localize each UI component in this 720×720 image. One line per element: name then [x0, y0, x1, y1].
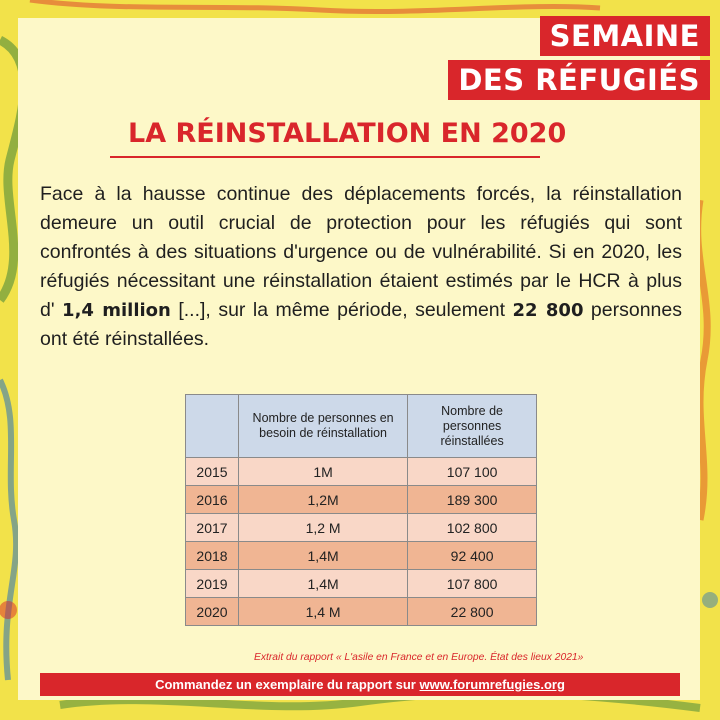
footer-banner — [40, 673, 680, 696]
intro-highlight-resettled: 22 800 — [512, 300, 584, 321]
cell-resettled: 22 800 — [408, 598, 537, 626]
event-badge-line2: DES RÉFUGIÉS — [448, 60, 710, 100]
title-underline — [110, 156, 540, 158]
table-row — [186, 598, 537, 626]
cell-need: 1,4M — [239, 542, 408, 570]
table-row — [186, 514, 537, 542]
footer-link[interactable]: www.forumrefugies.org — [419, 677, 565, 692]
table-header-resettled: Nombre de personnes réinstallées — [408, 395, 537, 458]
cell-resettled: 107 800 — [408, 570, 537, 598]
table-header-year — [186, 395, 239, 458]
page-title: LA RÉINSTALLATION EN 2020 — [128, 118, 567, 149]
source-citation: Extrait du rapport « L'asile en France et en Europe. État des lieux 2021» — [254, 652, 584, 663]
cell-resettled: 107 100 — [408, 458, 537, 486]
cell-year: 2016 — [186, 486, 239, 514]
table-header-need: Nombre de personnes en besoin de réinstallation — [239, 395, 408, 458]
table-row — [186, 570, 537, 598]
table-row — [186, 486, 537, 514]
cell-year: 2019 — [186, 570, 239, 598]
cell-year: 2015 — [186, 458, 239, 486]
footer-text: Commandez un exemplaire du rapport sur — [155, 677, 420, 692]
intro-text-part1: Face à la hausse continue des déplacements forcés, la réinstallation demeure un outil crucial de protection pour les réfugiés qui sont confrontés à des situations d'urgence ou de vulnérabilité. Si en 2020, les réfugiés nécessitant une réinstallation étaient estimés par le HCR à plus d' — [40, 183, 682, 321]
cell-need: 1M — [239, 458, 408, 486]
resettlement-table — [185, 394, 537, 626]
cell-need: 1,4 M — [239, 598, 408, 626]
cell-resettled: 189 300 — [408, 486, 537, 514]
cell-resettled: 102 800 — [408, 514, 537, 542]
event-badge-line1: SEMAINE — [540, 16, 710, 56]
intro-highlight-million: 1,4 million — [62, 300, 171, 321]
cell-year: 2017 — [186, 514, 239, 542]
table-row — [186, 542, 537, 570]
table-row — [186, 458, 537, 486]
table-header-row — [186, 395, 537, 458]
cell-need: 1,2M — [239, 486, 408, 514]
cell-need: 1,4M — [239, 570, 408, 598]
intro-paragraph — [40, 180, 682, 354]
intro-text-part3: personnes ont été réinstallées. — [40, 299, 682, 350]
intro-text-part2: [...], sur la même période, seulement — [170, 299, 513, 321]
cell-year: 2018 — [186, 542, 239, 570]
cell-need: 1,2 M — [239, 514, 408, 542]
cell-year: 2020 — [186, 598, 239, 626]
cell-resettled: 92 400 — [408, 542, 537, 570]
